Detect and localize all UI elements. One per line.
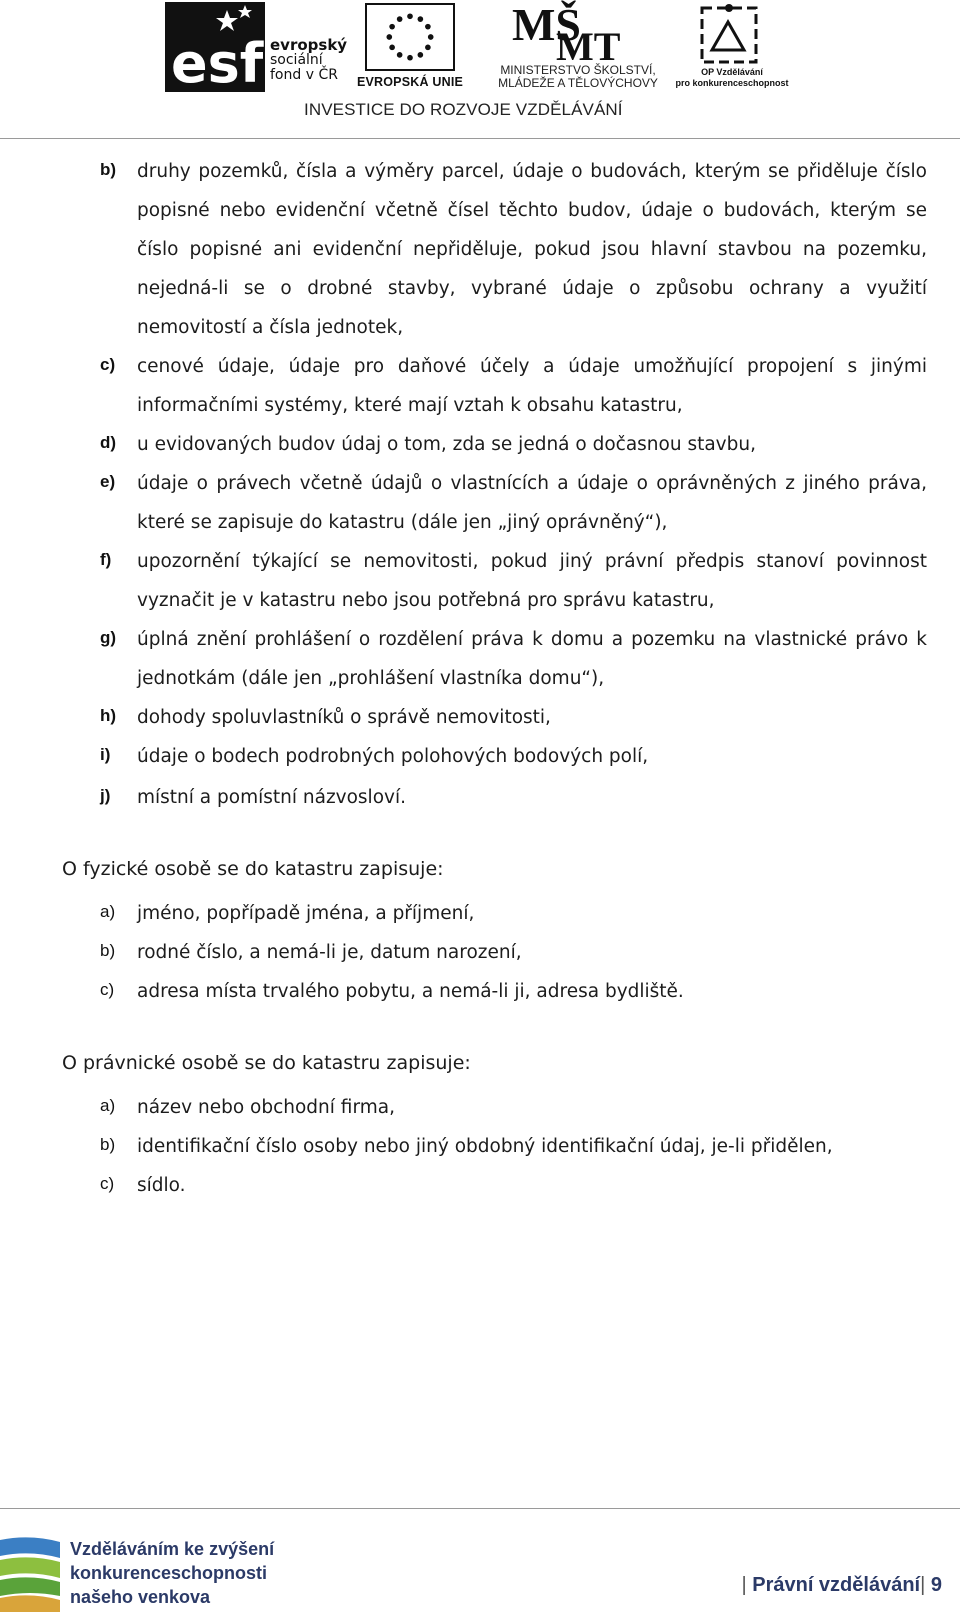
list-marker: a) xyxy=(100,902,116,921)
footer-section-title: Právní vzdělávání xyxy=(752,1574,921,1596)
list-text: údaje o právech včetně údajů o vlastnících a údaje o oprávněných z jiného práva, které se zapisuje do katastru (dále jen „jiný oprávněný“), xyxy=(137,473,927,533)
list-text: adresa místa trvalého pobytu, a nemá-li ji, adresa bydliště. xyxy=(137,981,684,1002)
eu-flag-icon xyxy=(365,3,455,71)
page-header xyxy=(0,0,960,130)
op-logo xyxy=(672,0,792,95)
list-marker: c) xyxy=(100,355,116,374)
list-marker: e) xyxy=(100,472,116,491)
eu-logo xyxy=(355,3,465,93)
section-heading-legal-person: O právnické osobě se do katastru zapisuje: xyxy=(62,1052,471,1074)
eu-label: EVROPSKÁ UNIE xyxy=(356,75,464,89)
svg-text:MT: MT xyxy=(556,24,621,62)
svg-text:esf: esf xyxy=(171,32,264,92)
msmt-emblem-icon xyxy=(478,0,678,62)
list-marker: h) xyxy=(100,706,117,725)
list-marker: b) xyxy=(100,941,116,960)
list-text: upozornění týkající se nemovitosti, pokud jiný právní předpis stanoví povinnost vyznačit je v katastru nebo jsou potřebná pro správu katastru, xyxy=(137,551,927,611)
header-tagline: INVESTICE DO ROZVOJE VZDĚLÁVÁNÍ xyxy=(304,100,623,119)
footer-slogan: Vzděláváním ke zvýšení konkurenceschopnosti našeho venkova xyxy=(70,1539,275,1607)
footer-page-info: | Právní vzdělávání| 9 xyxy=(741,1574,942,1596)
list-text: název nebo obchodní firma, xyxy=(137,1097,395,1118)
landscape-logo-icon xyxy=(0,1534,60,1612)
list-text: druhy pozemků, čísla a výměry parcel, údaje o budovách, kterým se přiděluje číslo popisné nebo evidenční včetně čísel těchto budov, údaje o budovách, kterým se číslo popisné ani evidenční nepřiděluje, pokud jsou hlavní stavbou na pozemku, nejedná-li se o drobné stavby, vybrané údaje o způsobu ochrany a využití nemovitostí a čísla jednotek, xyxy=(137,161,927,338)
list-marker: f) xyxy=(100,550,112,569)
header-divider xyxy=(0,138,960,139)
list-text: u evidovaných budov údaj o tom, zda se jedná o dočasnou stavbu, xyxy=(137,434,756,455)
list-text: rodné číslo, a nemá-li je, datum narození, xyxy=(137,942,522,963)
section-heading-natural-person: O fyzické osobě se do katastru zapisuje: xyxy=(62,858,444,880)
list-marker: d) xyxy=(100,433,117,452)
op-caption: OP Vzdělávání pro konkurenceschopnost xyxy=(675,67,789,88)
list-text: jméno, popřípadě jména, a příjmení, xyxy=(137,903,475,924)
msmt-logo xyxy=(478,0,678,95)
list-marker: i) xyxy=(100,745,111,764)
esf-logo xyxy=(165,2,265,92)
list-text: místní a pomístní názvosloví. xyxy=(137,787,406,808)
list-marker: g) xyxy=(100,628,117,647)
list-marker: c) xyxy=(100,980,115,999)
list-marker: j) xyxy=(100,786,111,805)
list-marker: c) xyxy=(100,1174,115,1193)
list-text: sídlo. xyxy=(137,1175,186,1196)
list-text: úplná znění prohlášení o rozdělení práva k domu a pozemku na vlastnické právo k jednotkám (dále jen „prohlášení vlastníka domu“), xyxy=(137,629,927,689)
list-text: cenové údaje, údaje pro daňové účely a údaje umožňující propojení s jinými informačními systémy, které mají vztah k obsahu katastru, xyxy=(137,356,927,416)
list-text: údaje o bodech podrobných polohových bodových polí, xyxy=(137,746,649,767)
list-marker: b) xyxy=(100,1135,116,1154)
svg-text:MŠ: MŠ xyxy=(512,0,581,50)
list-marker: b) xyxy=(100,160,117,179)
footer-divider xyxy=(0,1508,960,1509)
esf-caption: evropský sociální fond v ČR xyxy=(270,36,348,83)
list-marker: a) xyxy=(100,1096,116,1115)
msmt-caption: MINISTERSTVO ŠKOLSTVÍ, MLÁDEŽE A TĚLOVÝCHOVY xyxy=(498,63,658,90)
page-number: 9 xyxy=(930,1574,942,1596)
list-text: identifikační číslo osoby nebo jiný obdobný identifikační údaj, je-li přidělen, xyxy=(137,1136,833,1157)
list-text: dohody spoluvlastníků o správě nemovitosti, xyxy=(137,707,551,728)
op-emblem-icon xyxy=(672,0,792,66)
